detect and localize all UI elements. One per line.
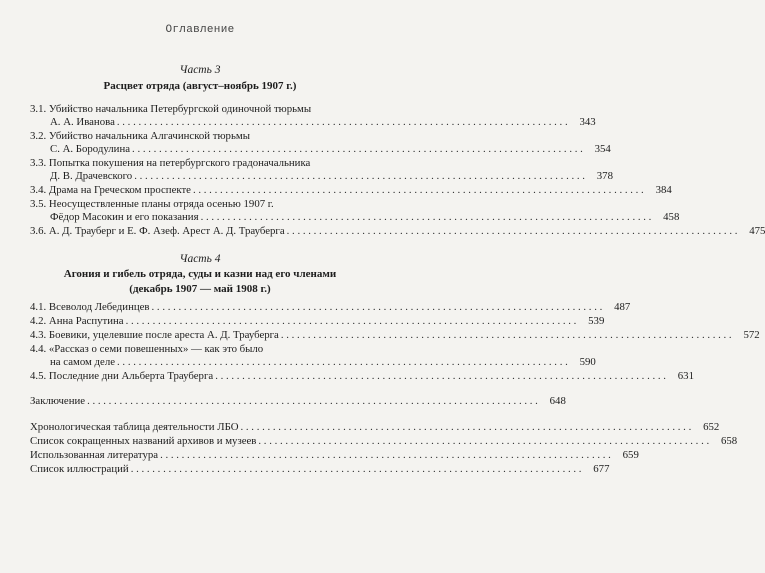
toc-entry-title-cont: Фёдор Масокин и его показания <box>50 211 199 224</box>
toc-page-number: 539 <box>588 315 605 327</box>
toc-entry-title: Список иллюстраций <box>30 463 129 475</box>
toc-entry-4-5 <box>30 370 694 383</box>
toc-page-number: 384 <box>655 184 672 196</box>
toc-page-number: 590 <box>579 356 596 369</box>
dot-leader <box>215 370 666 383</box>
toc-entry-title: 4.5. Последние дни Альберта Трауберга <box>30 370 214 382</box>
dot-leader <box>281 329 732 342</box>
toc-entry-chronology <box>30 421 720 434</box>
toc-entry-title: 4.1. Всеволод Лебединцев <box>30 301 150 313</box>
toc-entry-4-2 <box>30 315 605 328</box>
toc-entry-title-cont: А. А. Иванова <box>50 116 115 129</box>
toc-entry-title: 4.2. Анна Распутина <box>30 315 124 327</box>
toc-page-number: 572 <box>743 329 760 341</box>
toc-entry-title-cont: Д. В. Драчевского <box>50 170 133 183</box>
toc-entry-title: Заключение <box>30 395 86 407</box>
part-3-title-line: Расцвет отряда (август–ноябрь 1907 г.) <box>103 80 297 92</box>
part-3-title <box>30 79 370 94</box>
toc-entry-illustrations <box>30 463 610 476</box>
toc-entry-3-4 <box>30 184 672 197</box>
dot-leader <box>193 184 644 197</box>
toc-entry-title: 3.2. Убийство начальника Алгачинской тюрьмы <box>30 130 250 142</box>
toc-page-number: 458 <box>663 211 680 224</box>
dot-leader <box>258 435 709 448</box>
dot-leader <box>87 395 538 408</box>
dot-leader <box>117 116 568 129</box>
toc-page-number: 354 <box>594 143 611 156</box>
dot-leader <box>132 143 583 156</box>
toc-entry-conclusion <box>30 395 566 408</box>
dot-leader <box>126 315 577 328</box>
dot-leader <box>160 449 611 462</box>
toc-page-number: 343 <box>579 116 596 129</box>
toc-page-number: 487 <box>614 301 631 313</box>
toc-page-number: 648 <box>549 395 566 407</box>
part-4-title-line: Агония и гибель отряда, суды и казни над его членами <box>63 268 337 280</box>
toc-entry-bibliography <box>30 449 639 462</box>
part-3-label: Часть 3 <box>179 64 221 76</box>
toc-entry-title: 3.5. Неосуществленные планы отряда осенью 1907 г. <box>30 198 274 210</box>
dot-leader <box>152 301 603 314</box>
toc-page-number: 677 <box>593 463 610 475</box>
toc-entry-3-1 <box>30 103 596 129</box>
toc-entry-4-1 <box>30 301 631 314</box>
dot-leader <box>131 463 582 476</box>
toc-entry-title: Список сокращенных названий архивов и музеев <box>30 435 257 447</box>
toc-page-number: 652 <box>703 421 720 433</box>
toc-page-number: 658 <box>720 435 738 447</box>
dot-leader <box>287 225 738 238</box>
toc-entry-title: 3.1. Убийство начальника Петербургской одиночной тюрьмы <box>30 103 312 115</box>
toc-entry-title: 3.6. А. Д. Трауберг и Е. Ф. Азеф. Арест А. Д. Трауберга <box>30 225 285 237</box>
toc-entry-3-6 <box>30 225 765 238</box>
dot-leader <box>134 170 585 183</box>
toc-entry-3-3 <box>30 157 613 183</box>
toc-entry-3-2 <box>30 130 611 156</box>
toc-page-number: 378 <box>596 170 613 183</box>
toc-page-number: 631 <box>677 370 694 382</box>
toc-entry-abbreviations <box>30 435 738 448</box>
dot-leader <box>241 421 692 434</box>
toc-entry-title: Использованная литература <box>30 449 159 461</box>
toc-entry-title: Хронологическая таблица деятельности ЛБО <box>30 421 239 433</box>
toc-entry-title: 3.4. Драма на Греческом проспекте <box>30 184 191 196</box>
part-4-title <box>30 267 370 297</box>
toc-entry-title: 3.3. Попытка покушения на петербургского градоначальника <box>30 157 311 169</box>
toc-entry-title: 4.3. Боевики, уцелевшие после ареста А. Д. Трауберга <box>30 329 279 341</box>
toc-entry-title: 4.4. «Рассказ о семи повешенных» — как это было <box>30 343 264 355</box>
part-4-title-line: (декабрь 1907 — май 1908 г.) <box>129 283 271 295</box>
running-title: Оглавление <box>165 24 235 36</box>
toc-entry-3-5 <box>30 198 680 224</box>
toc-entry-title-cont: на самом деле <box>50 356 116 369</box>
toc-entry-4-3 <box>30 329 760 342</box>
toc-entry-title-cont: С. А. Бородулина <box>50 143 131 156</box>
toc-page-number: 475 <box>749 225 765 237</box>
dot-leader <box>201 211 652 224</box>
toc-page-number: 659 <box>622 449 639 461</box>
dot-leader <box>117 356 568 369</box>
toc-entry-4-4 <box>30 343 596 369</box>
part-4-label: Часть 4 <box>179 253 221 265</box>
